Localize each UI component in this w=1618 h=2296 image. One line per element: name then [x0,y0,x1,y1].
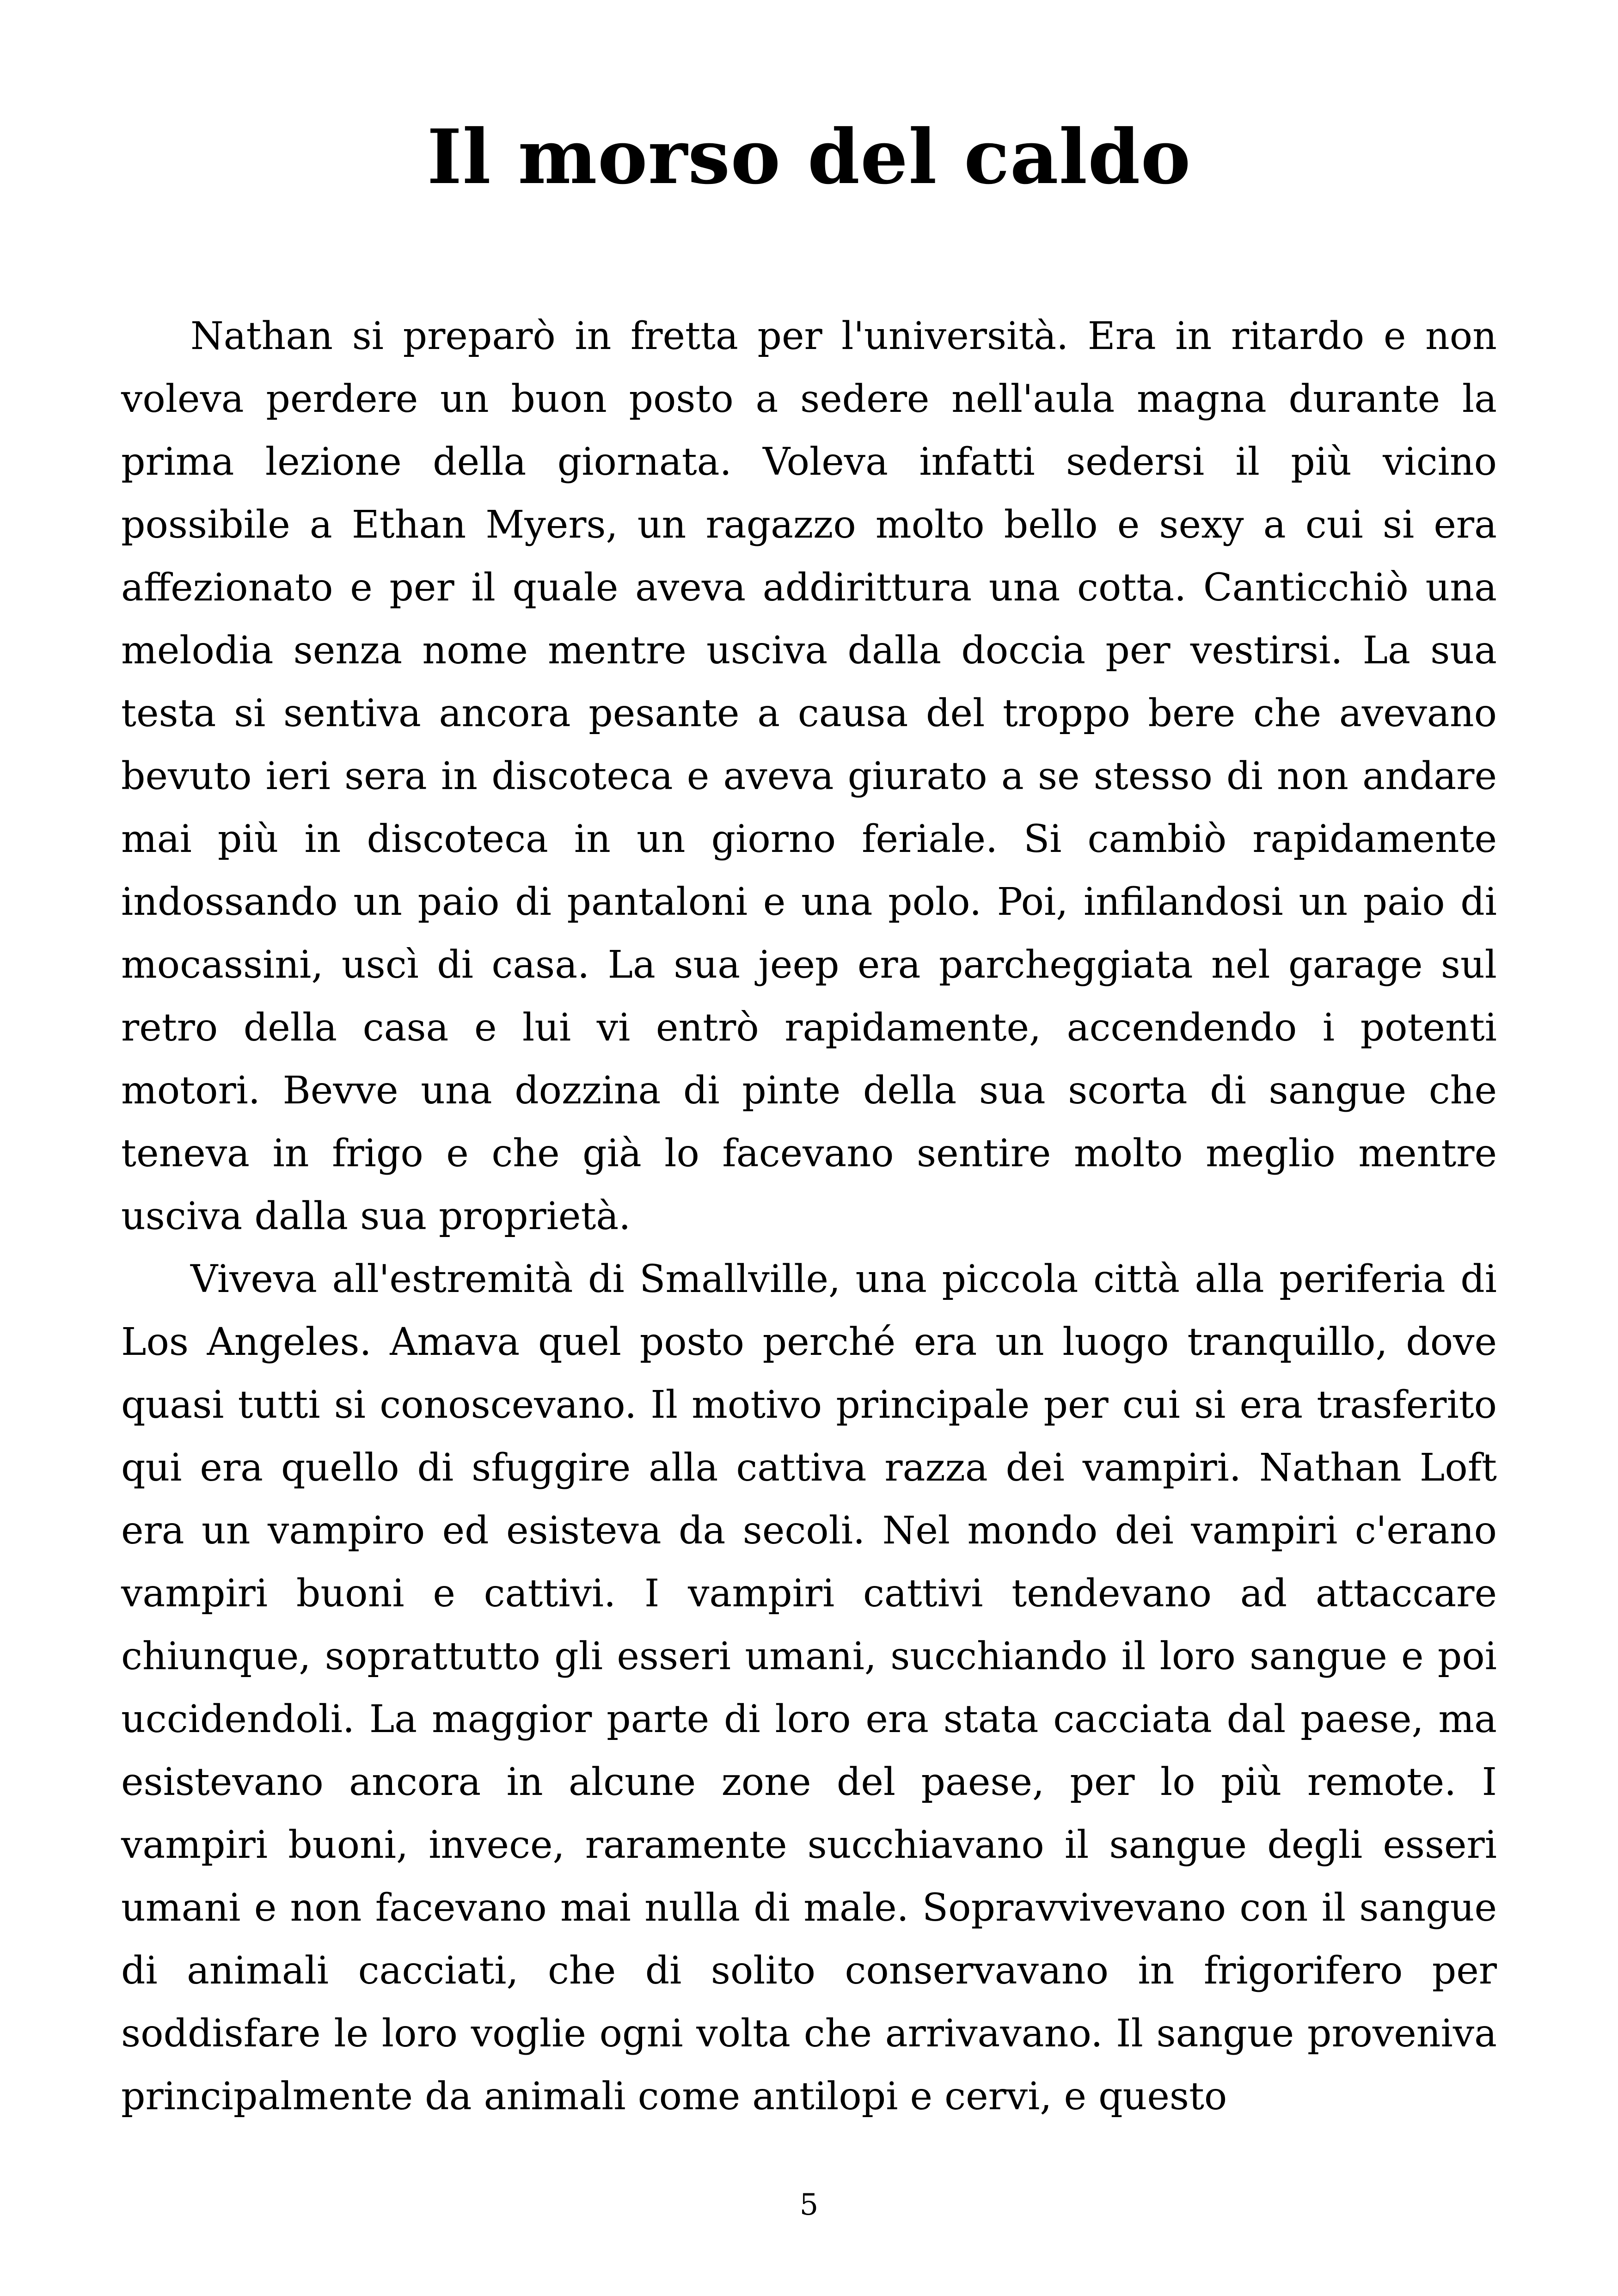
chapter-title: Il morso del caldo [427,113,1191,201]
paragraph: Nathan si preparò in fretta per l'università. Era in ritardo e non voleva perdere un buon posto a sedere nell'aula magna durante la prima lezione della giornata. Voleva infatti sedersi il più vicino possibile a Ethan Myers, un ragazzo molto bello e sexy a cui si era affezionato e per il quale aveva addirittura una cotta. Canticchiò una melodia senza nome mentre usciva dalla doccia per vestirsi. La sua testa si sentiva ancora pesante a causa del troppo bere che avevano bevuto ieri sera in discoteca e aveva giurato a se stesso di non andare mai più in discoteca in un giorno feriale. Si cambiò rapidamente indossando un paio di pantaloni e una polo. Poi, infilandosi un paio di mocassini, uscì di casa. La sua jeep era parcheggiata nel garage sul retro della casa e lui vi entrò rapidamente, accendendo i potenti motori. Bevve una dozzina di pinte della sua scorta di sangue che teneva in frigo e che già lo facevano sentire molto meglio mentre usciva dalla sua proprietà. [121,314,1497,1238]
chapter-body [121,305,1497,2128]
paragraph: Viveva all'estremità di Smallville, una piccola città alla periferia di Los Angeles. Amava quel posto perché era un luogo tranquillo, dove quasi tutti si conoscevano. Il motivo principale per cui si era trasferito qui era quello di sfuggire alla cattiva razza dei vampiri. Nathan Loft era un vampiro ed esisteva da secoli. Nel mondo dei vampiri c'erano vampiri buoni e cattivi. I vampiri cattivi tendevano ad attaccare chiunque, soprattutto gli esseri umani, succhiando il loro sangue e poi uccidendoli. La maggior parte di loro era stata cacciata dal paese, ma esistevano ancora in alcune zone del paese, per lo più remote. I vampiri buoni, invece, raramente succhiavano il sangue degli esseri umani e non facevano mai nulla di male. Sopravvivevano con il sangue di animali cacciati, che di solito conservavano in frigorifero per soddisfare le loro voglie ogni volta che arrivavano. Il sangue proveniva principalmente da animali come antilopi e cervi, e questo [121,1257,1497,2118]
page-number: 5 [799,2188,819,2222]
